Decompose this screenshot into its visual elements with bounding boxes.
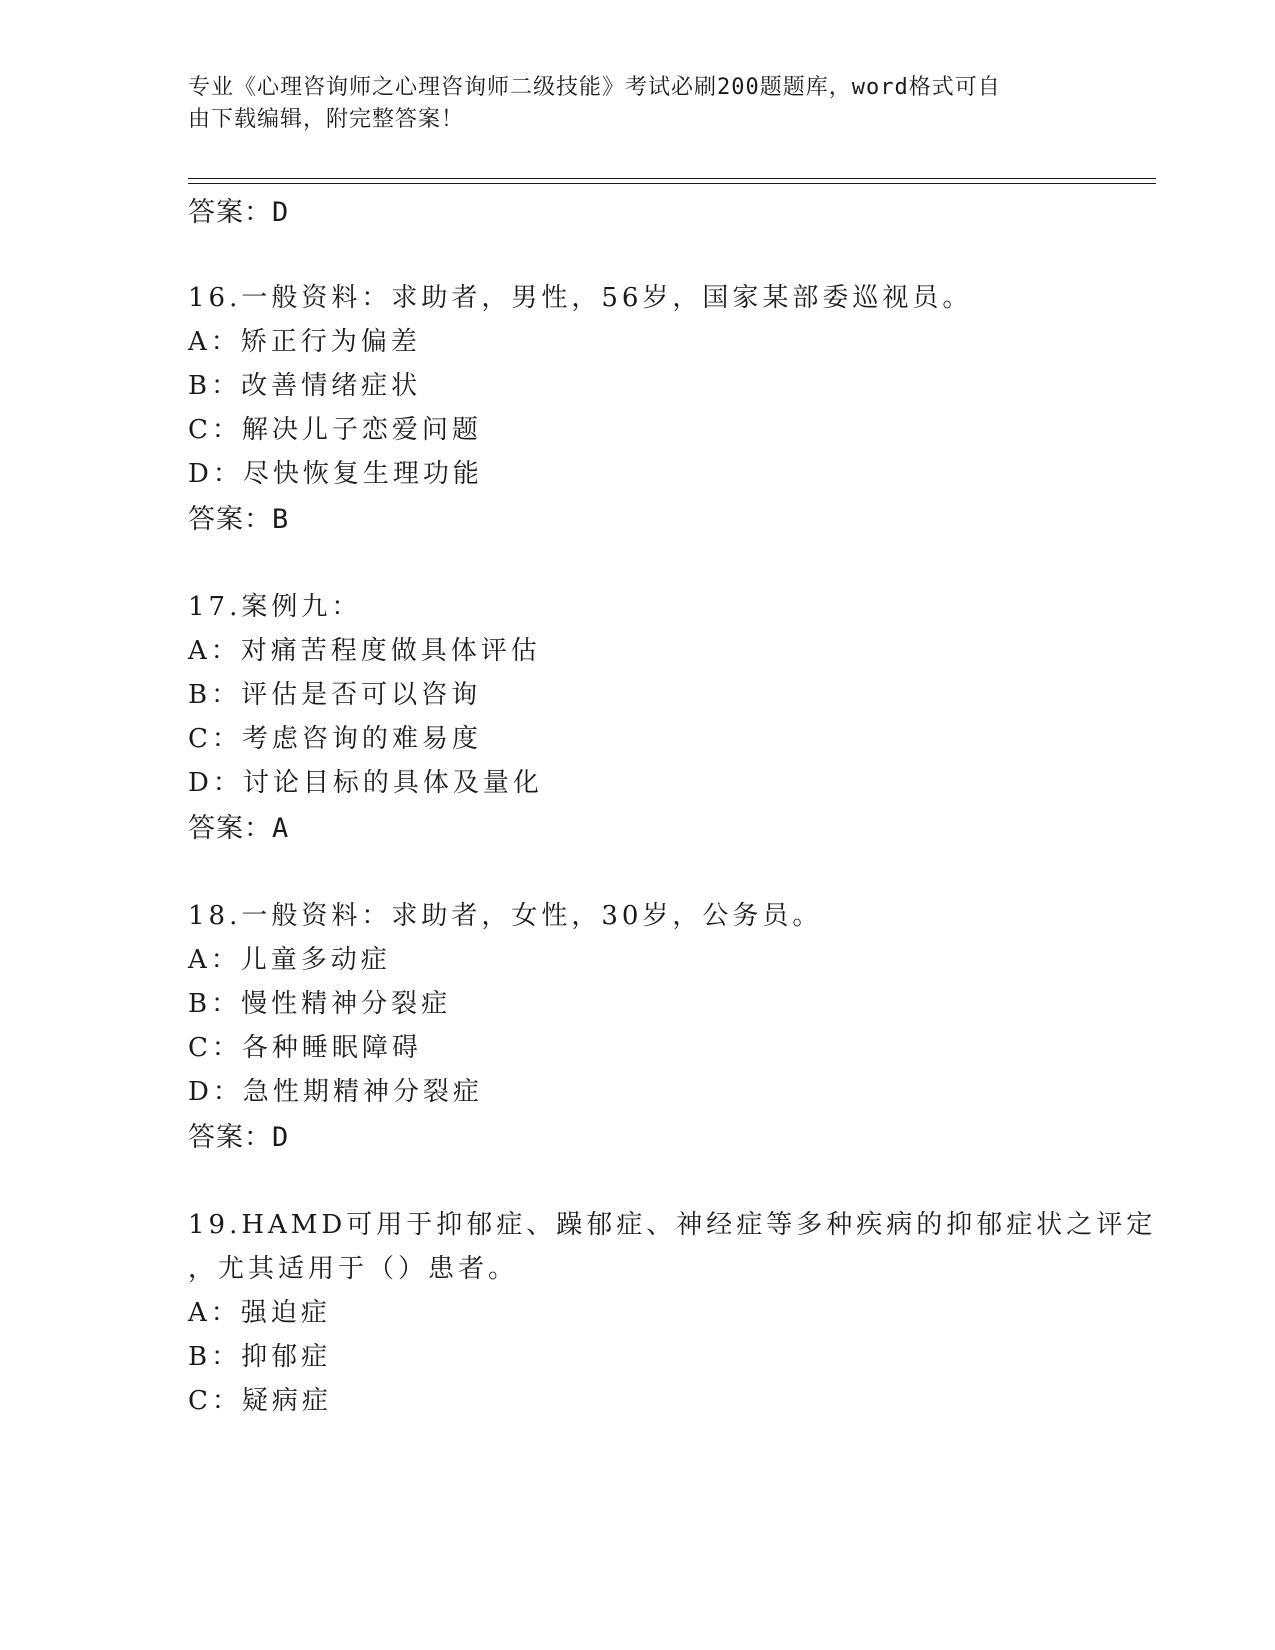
question-18-option-b: B：慢性精神分裂症 [188, 989, 452, 1019]
previous-answer: 答案：D [188, 197, 290, 228]
question-17-answer: 答案：A [188, 813, 290, 844]
question-17-option-b: B：评估是否可以咨询 [188, 680, 482, 710]
question-19-option-b: B：抑郁症 [188, 1342, 332, 1372]
question-18-option-c: C：各种睡眠障碍 [188, 1033, 422, 1063]
question-16-option-c: C：解决儿子恋爱问题 [188, 415, 482, 445]
question-16-option-a: A：矫正行为偏差 [188, 327, 421, 357]
question-17-option-c: C：考虑咨询的难易度 [188, 724, 482, 754]
question-17-option-a: A：对痛苦程度做具体评估 [188, 636, 541, 666]
question-16-answer: 答案：B [188, 504, 290, 535]
question-18-option-d: D：急性期精神分裂症 [188, 1077, 483, 1107]
header-divider-top [188, 178, 1156, 179]
question-17-stem: 17.案例九： [188, 592, 362, 622]
question-16-stem: 16.一般资料：求助者，男性，56岁，国家某部委巡视员。 [188, 283, 973, 313]
question-16-option-d: D：尽快恢复生理功能 [188, 459, 483, 489]
question-18-stem: 18.一般资料：求助者，女性，30岁，公务员。 [188, 901, 823, 931]
question-18-answer: 答案：D [188, 1122, 290, 1153]
header-divider-bottom [188, 183, 1156, 184]
document-header [188, 72, 1068, 136]
question-19-option-c: C：疑病症 [188, 1386, 332, 1416]
question-19-stem: 19.HAMD可用于抑郁症、躁郁症、神经症等多种疾病的抑郁症状之评定 [188, 1210, 1157, 1240]
question-18-option-a: A：儿童多动症 [188, 945, 391, 975]
header-line-2: 由下载编辑，附完整答案！ [188, 107, 465, 132]
question-19-stem-continued: ，尤其适用于（）患者。 [188, 1254, 519, 1284]
question-16-option-b: B：改善情绪症状 [188, 371, 422, 401]
question-17-option-d: D：讨论目标的具体及量化 [188, 768, 543, 798]
header-line-1: 专业《心理咨询师之心理咨询师二级技能》考试必刷200题题库，word格式可自 [188, 75, 1001, 100]
question-19-option-a: A：强迫症 [188, 1298, 331, 1328]
